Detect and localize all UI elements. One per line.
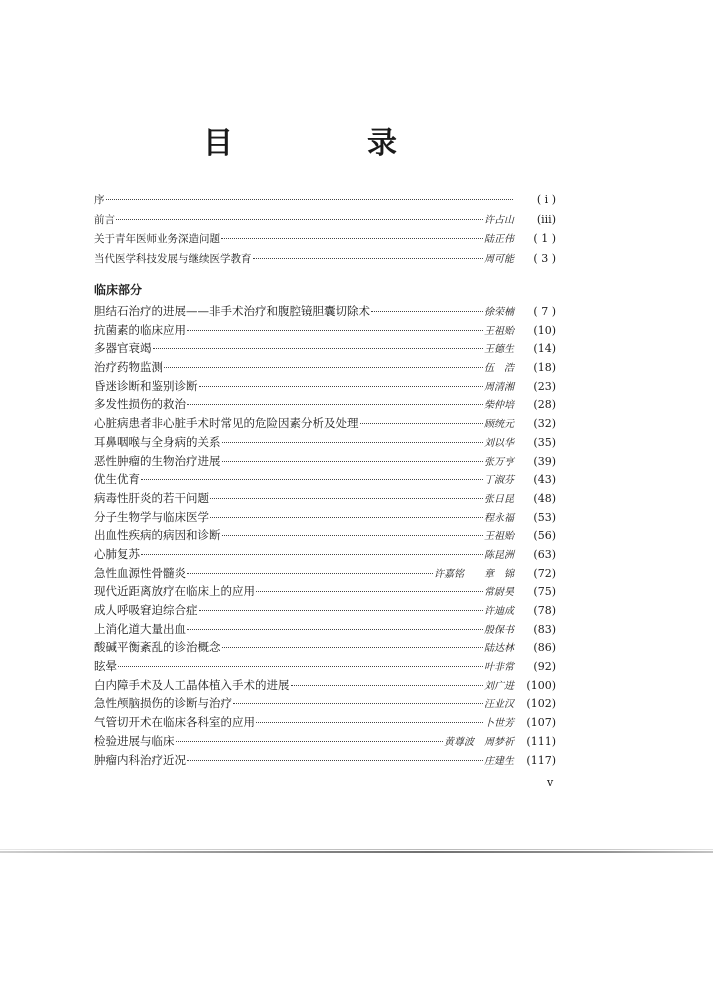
toc-entry xyxy=(94,732,556,751)
toc-entry-title: 治疗药物监测 xyxy=(94,360,163,375)
toc-entry-title: 多发性损伤的救治 xyxy=(94,397,186,412)
toc-entry-page: (78) xyxy=(533,604,556,617)
toc-entry-title: 序 xyxy=(94,194,105,206)
toc-entry-author: 庄建生 xyxy=(484,755,514,767)
dot-leader xyxy=(106,199,514,200)
dot-leader xyxy=(222,647,484,648)
toc-entry-title: 前言 xyxy=(94,213,115,226)
toc-entry-author: 王祖贻 xyxy=(484,325,514,337)
dot-leader xyxy=(187,760,483,761)
dot-leader xyxy=(233,703,483,704)
scan-artifact-line xyxy=(0,851,713,853)
toc-entry xyxy=(94,470,556,489)
dot-leader xyxy=(256,722,483,723)
dot-leader xyxy=(199,610,484,611)
toc-entry-page: (23) xyxy=(533,379,556,393)
toc-entry xyxy=(94,321,556,340)
toc-entry-page: (32) xyxy=(533,417,556,431)
toc-entry-author: 常尉昊 xyxy=(484,587,514,599)
toc-entry-page: (72) xyxy=(533,566,556,580)
toc-entry-title: 急性血源性骨髓炎 xyxy=(94,565,186,580)
toc-entry-page: (117) xyxy=(526,753,556,767)
toc-entry-author: 叶非常 xyxy=(484,662,514,674)
front-matter-list xyxy=(94,190,556,268)
toc-entry xyxy=(94,302,556,321)
toc-entry-author: 程永福 xyxy=(484,512,514,524)
toc-entry-page: (48) xyxy=(533,491,556,505)
toc-entry-page: (92) xyxy=(533,660,556,674)
toc-entry-title: 恶性肿瘤的生物治疗进展 xyxy=(94,453,221,468)
toc-entry-page: (39) xyxy=(533,454,556,468)
dot-leader xyxy=(187,629,483,630)
toc-entry-page: (102) xyxy=(526,697,556,711)
toc-entry-author: 黄尊波 周梦祈 xyxy=(444,736,514,748)
toc-entry-title: 上消化道大量出血 xyxy=(94,621,186,636)
dot-leader xyxy=(116,219,483,220)
dot-leader xyxy=(187,404,483,405)
toc-entry-author: 周可能 xyxy=(484,253,514,265)
toc-entry-title: 分子生物学与临床医学 xyxy=(94,509,209,524)
toc-entry-author: 陈昆洲 xyxy=(484,549,514,561)
toc-entry-author: 陆达林 xyxy=(484,643,514,655)
dot-leader xyxy=(210,498,483,499)
toc-entry-author: 伍 浩 xyxy=(484,363,514,375)
toc-entry-author: 殷保书 xyxy=(484,624,514,636)
toc-entry-author: 王祖贻 xyxy=(484,531,514,543)
toc-entry-author: 徐荣楠 xyxy=(484,307,514,318)
dot-leader xyxy=(199,386,484,387)
toc-entry xyxy=(94,620,556,639)
dot-leader xyxy=(360,423,484,424)
toc-entry-title: 抗菌素的临床应用 xyxy=(94,322,186,337)
toc-entry xyxy=(94,601,556,620)
toc-entry-page: (28) xyxy=(533,398,556,412)
toc-entry-title: 眩晕 xyxy=(94,659,117,674)
dot-leader xyxy=(221,238,483,239)
toc-entry xyxy=(94,657,556,676)
toc-entry-author: 许占山 xyxy=(484,214,514,226)
dot-leader xyxy=(118,666,483,667)
toc-entry xyxy=(94,339,556,358)
toc-entry xyxy=(94,377,556,396)
toc-entry-title: 当代医学科技发展与继续医学教育 xyxy=(94,252,252,265)
toc-entry-page: (18) xyxy=(533,361,556,375)
toc-entry-title: 心脏病患者非心脏手术时常见的危险因素分析及处理 xyxy=(94,416,359,431)
dot-leader xyxy=(253,258,484,259)
toc-entry-page: ( i ) xyxy=(536,193,556,206)
toc-entry-page: (111) xyxy=(526,734,556,748)
toc-entry-page: (56) xyxy=(533,529,556,543)
dot-leader xyxy=(256,591,483,592)
toc-entry-author: 陆正伟 xyxy=(484,234,514,245)
toc-entry-title: 检验进展与临床 xyxy=(94,733,175,748)
toc-entry-author: 张万亨 xyxy=(484,456,514,468)
toc-entry xyxy=(94,452,556,471)
toc-entry xyxy=(94,751,556,770)
toc-entry xyxy=(94,395,556,414)
dot-leader xyxy=(176,741,444,742)
toc-entry-page: ( 7 ) xyxy=(533,305,556,318)
dot-leader xyxy=(222,535,484,536)
toc-entry-author: 刘广进 xyxy=(484,680,514,692)
toc-entry-author: 卜世芳 xyxy=(484,718,514,730)
toc-entry xyxy=(94,190,556,210)
toc-entry xyxy=(94,210,556,230)
toc-entry xyxy=(94,545,556,564)
toc-entry-page: ( 3 ) xyxy=(533,251,556,265)
toc-entry-page: (75) xyxy=(533,585,556,599)
toc-entry-title: 优生优育 xyxy=(94,472,140,487)
toc-entry xyxy=(94,676,556,695)
section-heading: 临床部分 xyxy=(94,283,143,297)
toc-entry-title: 多器官衰竭 xyxy=(94,341,152,356)
toc-entry-author: 王德生 xyxy=(484,344,514,356)
dot-leader xyxy=(141,479,483,480)
toc-entry-page: (63) xyxy=(533,547,556,561)
toc-entry-author: 刘以华 xyxy=(484,437,514,449)
toc-entry-page: (43) xyxy=(533,473,556,487)
toc-entry-page: (10) xyxy=(533,323,556,337)
dot-leader xyxy=(371,311,483,312)
toc-entry-author: 张日昆 xyxy=(484,493,514,505)
toc-entry-author: 柴仲培 xyxy=(484,400,514,412)
dot-leader xyxy=(187,330,483,331)
dot-leader xyxy=(210,517,483,518)
dot-leader xyxy=(291,685,484,686)
toc-entry xyxy=(94,582,556,601)
scan-artifact-line xyxy=(0,849,713,850)
toc-entry xyxy=(94,249,556,269)
toc-entry-author: 顾统元 xyxy=(484,419,514,431)
toc-entry-page: (100) xyxy=(526,678,556,692)
dot-leader xyxy=(153,348,484,349)
toc-entry-author: 周清湘 xyxy=(484,381,514,393)
dot-leader xyxy=(222,442,484,443)
toc-entry xyxy=(94,564,556,583)
toc-entry-title: 出血性疾病的病因和诊断 xyxy=(94,528,221,543)
toc-entry-author: 许迪成 xyxy=(484,606,514,617)
toc-entry-title: 病毒性肝炎的若干问题 xyxy=(94,490,209,505)
toc-entry-title: 急性颅脑损伤的诊断与治疗 xyxy=(94,696,232,711)
toc-entry xyxy=(94,713,556,732)
toc-entry xyxy=(94,526,556,545)
toc-entry xyxy=(94,694,556,713)
toc-entry-title: 昏迷诊断和鉴别诊断 xyxy=(94,378,198,393)
toc-entry-title: 心肺复苏 xyxy=(94,546,140,561)
toc-entry xyxy=(94,229,556,249)
toc-entry-page: ( 1 ) xyxy=(533,232,556,245)
clinical-section xyxy=(94,280,556,769)
toc-entry-page: (53) xyxy=(533,510,556,524)
toc-entry-page: (35) xyxy=(533,435,556,449)
toc-entry-author: 汪业汉 xyxy=(484,699,514,711)
dot-leader xyxy=(164,367,483,368)
toc-entry xyxy=(94,638,556,657)
toc-entry-title: 现代近距离放疗在临床上的应用 xyxy=(94,584,255,599)
toc-entry-title: 酸碱平衡紊乱的诊治概念 xyxy=(94,640,221,655)
toc-entry-author: 许嘉铭 章 锦 xyxy=(434,568,514,580)
dot-leader xyxy=(187,573,433,574)
toc-entry-page: (86) xyxy=(533,641,556,655)
toc-entry-page: (iii) xyxy=(536,212,556,226)
toc-entry-author: 丁淑芬 xyxy=(484,475,514,487)
clinical-entries-list xyxy=(94,302,556,769)
toc-entry xyxy=(94,414,556,433)
page-number: v xyxy=(547,776,554,789)
toc-entry-title: 气管切开术在临床各科室的应用 xyxy=(94,715,255,730)
toc-entry-page: (107) xyxy=(526,716,556,730)
toc-entry-title: 成人呼吸窘迫综合症 xyxy=(94,603,198,617)
dot-leader xyxy=(222,461,484,462)
toc-entry-title: 关于青年医师业务深造问题 xyxy=(94,233,220,245)
toc-entry-title: 白内障手术及人工晶体植入手术的进展 xyxy=(94,677,290,692)
toc-entry-title: 肿瘤内科治疗近况 xyxy=(94,752,186,767)
toc-entry xyxy=(94,433,556,452)
toc-entry-page: (83) xyxy=(533,622,556,636)
page-title: 目 录 xyxy=(203,126,449,161)
toc-entry-title: 胆结石治疗的进展——非手术治疗和腹腔镜胆囊切除术 xyxy=(94,304,370,318)
toc-entry-page: (14) xyxy=(533,342,556,356)
toc-entry xyxy=(94,489,556,508)
toc-entry-title: 耳鼻咽喉与全身病的关系 xyxy=(94,434,221,449)
dot-leader xyxy=(141,554,483,555)
toc-entry xyxy=(94,358,556,377)
toc-entry xyxy=(94,508,556,527)
